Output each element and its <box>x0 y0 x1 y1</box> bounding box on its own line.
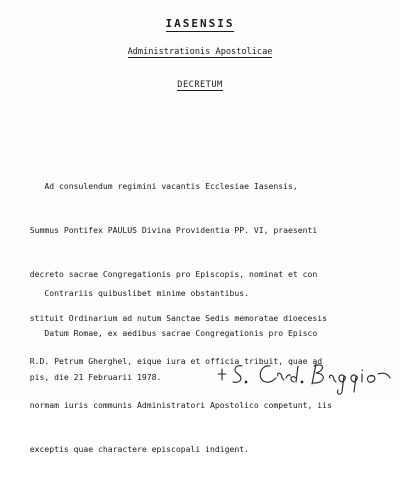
document-title: IASENSIS <box>165 17 235 30</box>
text-line: normam iuris communis Administratori Apostolico competunt, iis <box>20 400 332 411</box>
text-line: Contrariis quibuslibet minime obstantibus. <box>20 288 250 299</box>
document-subtitle: Administrationis Apostolicae <box>127 47 273 57</box>
text-line: R.D. Petrum Gherghel, eique iura et officia tribuit, quae ad <box>20 356 323 367</box>
text-line: stituit Ordinarium ad nutum Sanctae Sedis memoratae dioecesis <box>20 312 327 323</box>
text-line: pis, die 21 Februarii 1978. <box>20 371 162 382</box>
text-line: Summus Pontifex PAULUS Divina Providentia PP. VI, praesenti <box>20 224 318 235</box>
decree-label: DECRETUM <box>177 80 223 90</box>
text-line: Ad consulendum regimini vacantis Ecclesiae Iasensis, <box>20 181 298 192</box>
text-line: exceptis quae charactere episcopali indigent. <box>20 443 250 454</box>
text-line: decreto sacrae Congregationis pro Episcopis, nominat et con <box>20 268 318 279</box>
handwritten-signature <box>212 352 400 400</box>
text-line: Datum Romae, ex aedibus sacrae Congregationis pro Episco <box>20 328 318 339</box>
